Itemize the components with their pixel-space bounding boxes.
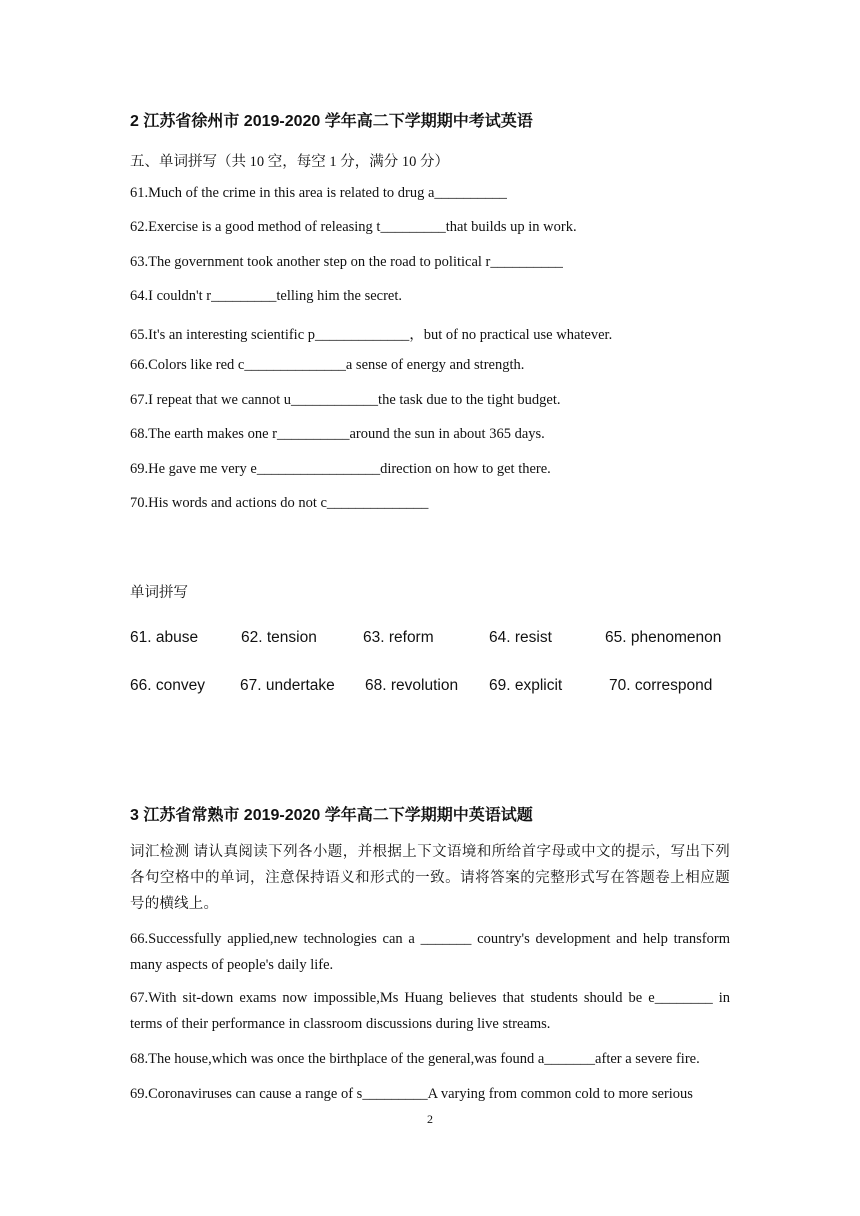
answer-key [130, 629, 750, 725]
answer-69: 69. explicit [489, 677, 563, 694]
answer-62: 62. tension [241, 629, 317, 646]
section-2-instruction: 五、单词拼写（共 10 空，每空 1 分，满分 10 分） [130, 154, 449, 170]
question-66: 66.Colors like red c______________a sense of energy and strength. [130, 357, 525, 373]
section-2-title: 2 江苏省徐州市 2019-2020 学年高二下学期期中考试英语 [130, 113, 533, 130]
answer-65: 65. phenomenon [605, 629, 722, 646]
answer-68: 68. revolution [365, 677, 459, 694]
question-63: 63.The government took another step on the road to political r__________ [130, 254, 563, 270]
answer-64: 64. resist [489, 629, 552, 646]
question-s3-66: 66.Successfully applied,new technologies can a _______ country's development and help transform many aspects of people's daily life. [130, 931, 730, 973]
answer-row-2 [130, 677, 750, 725]
section-3-instruction: 词汇检测 请认真阅读下列各小题，并根据上下文语境和所给首字母或中文的提示，写出下列各句空格中的单词，注意保持语义和形式的一致。请将答案的完整形式写在答题卷上相应题号的横线上。 [130, 844, 730, 912]
answer-67: 67. undertake [240, 677, 335, 694]
question-s3-67: 67.With sit-down exams now impossible,Ms Huang believes that students should be e________ in terms of their performance in classroom discussions during live streams. [130, 990, 730, 1032]
question-68: 68.The earth makes one r__________around the sun in about 365 days. [130, 426, 545, 442]
section-3-title: 3 江苏省常熟市 2019-2020 学年高二下学期期中英语试题 [130, 807, 533, 824]
question-70: 70.His words and actions do not c______________ [130, 495, 429, 511]
answer-63: 63. reform [363, 629, 434, 646]
page-number: 2 [427, 1112, 433, 1126]
answer-66: 66. convey [130, 677, 205, 694]
question-67: 67.I repeat that we cannot u____________the task due to the tight budget. [130, 392, 561, 408]
question-62: 62.Exercise is a good method of releasing t_________that builds up in work. [130, 219, 577, 235]
answer-70: 70. correspond [609, 677, 713, 694]
question-65: 65.It's an interesting scientific p_____________，but of no practical use whatever. [130, 327, 613, 343]
question-s3-69: 69.Coronaviruses can cause a range of s_________A varying from common cold to more serious [130, 1086, 693, 1102]
answer-61: 61. abuse [130, 629, 199, 646]
question-s3-68: 68.The house,which was once the birthplace of the general,was found a_______after a severe fire. [130, 1051, 700, 1067]
question-61: 61.Much of the crime in this area is related to drug a__________ [130, 185, 507, 201]
question-64: 64.I couldn't r_________telling him the secret. [130, 288, 403, 304]
answer-row-1 [130, 629, 750, 677]
answer-label: 单词拼写 [130, 585, 188, 601]
question-69: 69.He gave me very e_________________direction on how to get there. [130, 461, 551, 477]
